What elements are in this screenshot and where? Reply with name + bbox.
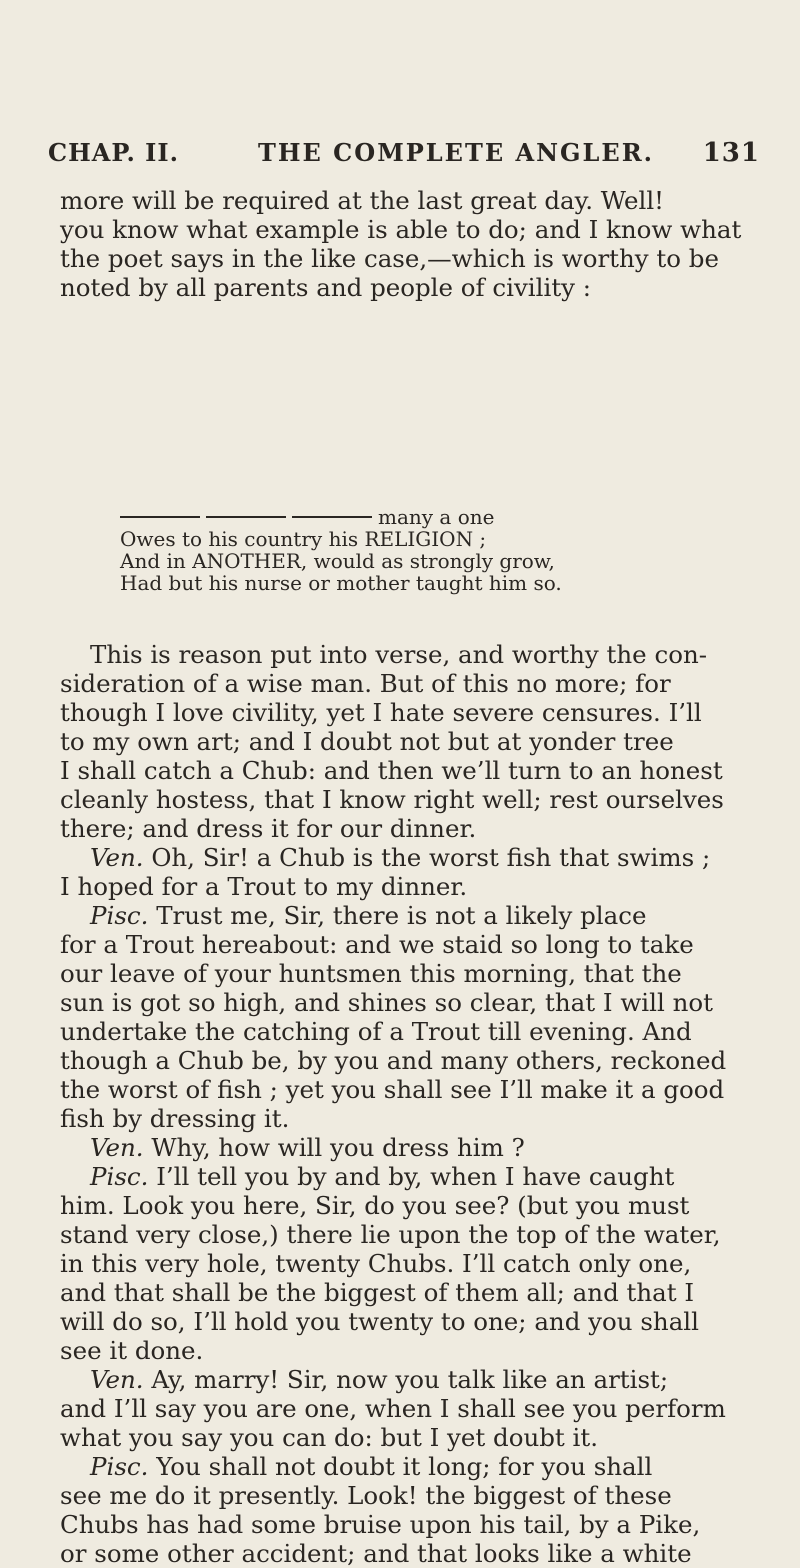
dialogue-line: Ven. Oh, Sir! a Chub is the worst fish that swims ; (90, 843, 711, 872)
text-line: noted by all parents and people of civility : (60, 273, 592, 302)
verse-line: And in ANOTHER, would as strongly grow, (120, 549, 555, 573)
text-line: I hoped for a Trout to my dinner. (60, 872, 468, 901)
text-line: sun is got so high, and shines so clear, that I will not (60, 988, 713, 1017)
text-line: cleanly hostess, that I know right well; rest ourselves (60, 785, 724, 814)
text-line: what you say you can do: but I yet doubt it. (60, 1423, 599, 1452)
speaker-name: Pisc. (90, 901, 149, 930)
dialogue-line: Ven. Why, how will you dress him ? (90, 1133, 525, 1162)
speaker-name: Pisc. (90, 1162, 149, 1191)
text-line: you know what example is able to do; and I know what (60, 215, 742, 244)
text-line: more will be required at the last great day. Well! (60, 186, 664, 215)
text-line: the worst of fish ; yet you shall see I’ll make it a good (60, 1075, 725, 1104)
text-line: Chubs has had some bruise upon his tail, by a Pike, (60, 1510, 701, 1539)
paragraph-reflection (60, 640, 766, 1568)
text-line: the poet says in the like case,—which is worthy to be (60, 244, 719, 273)
text-line: him. Look you here, Sir, do you see? (but you must (60, 1191, 690, 1220)
text-line: though a Chub be, by you and many others, reckoned (60, 1046, 727, 1075)
verse-line: many a one (378, 505, 495, 529)
elision-rule (206, 516, 286, 518)
text-line: in this very hole, twenty Chubs. I’ll catch only one, (60, 1249, 692, 1278)
elision-rule (292, 516, 372, 518)
speaker-name: Ven. (90, 1133, 144, 1162)
text-line: our leave of your huntsmen this morning, that the (60, 959, 682, 988)
text-line: see it done. (60, 1336, 204, 1365)
text-line: and that shall be the biggest of them all; and that I (60, 1278, 695, 1307)
dialogue-line: Ven. Ay, marry! Sir, now you talk like an artist; (90, 1365, 669, 1394)
speaker-name: Ven. (90, 843, 144, 872)
text-line: undertake the catching of a Trout till evening. And (60, 1017, 692, 1046)
speaker-name: Ven. (90, 1365, 144, 1394)
dialogue-line: Pisc. I’ll tell you by and by, when I have caught (90, 1162, 675, 1191)
speaker-name: Pisc. (90, 1452, 149, 1481)
text-line: to my own art; and I doubt not but at yonder tree (60, 727, 674, 756)
verse-line: Owes to his country his RELIGION ; (120, 527, 487, 551)
text-line: sideration of a wise man. But of this no more; for (60, 669, 671, 698)
text-line: stand very close,) there lie upon the top of the water, (60, 1220, 721, 1249)
text-line: there; and dress it for our dinner. (60, 814, 477, 843)
verse-first-line (120, 506, 720, 528)
text-line: I shall catch a Chub: and then we’ll turn to an honest (60, 756, 723, 785)
text-line: see me do it presently. Look! the biggest of these (60, 1481, 672, 1510)
chapter-label: CHAP. II. (48, 138, 179, 167)
page-number: 131 (702, 138, 760, 168)
running-title: THE COMPLETE ANGLER. (258, 138, 655, 167)
text-line: and I’ll say you are one, when I shall see you perform (60, 1394, 726, 1423)
text-line: or some other accident; and that looks like a white (60, 1539, 692, 1568)
verse-quotation (120, 506, 720, 594)
verse-line: Had but his nurse or mother taught him so. (120, 571, 562, 595)
text-line: will do so, I’ll hold you twenty to one; and you shall (60, 1307, 699, 1336)
text-line: though I love civility, yet I hate severe censures. I’ll (60, 698, 702, 727)
text-line: fish by dressing it. (60, 1104, 290, 1133)
paragraph-opening (60, 186, 766, 302)
elision-rule (120, 516, 200, 518)
dialogue-line: Pisc. Trust me, Sir, there is not a likely place (90, 901, 647, 930)
text-line: This is reason put into verse, and worthy the con- (90, 640, 707, 669)
text-line: for a Trout hereabout: and we staid so long to take (60, 930, 694, 959)
dialogue-line: Pisc. You shall not doubt it long; for you shall (90, 1452, 653, 1481)
